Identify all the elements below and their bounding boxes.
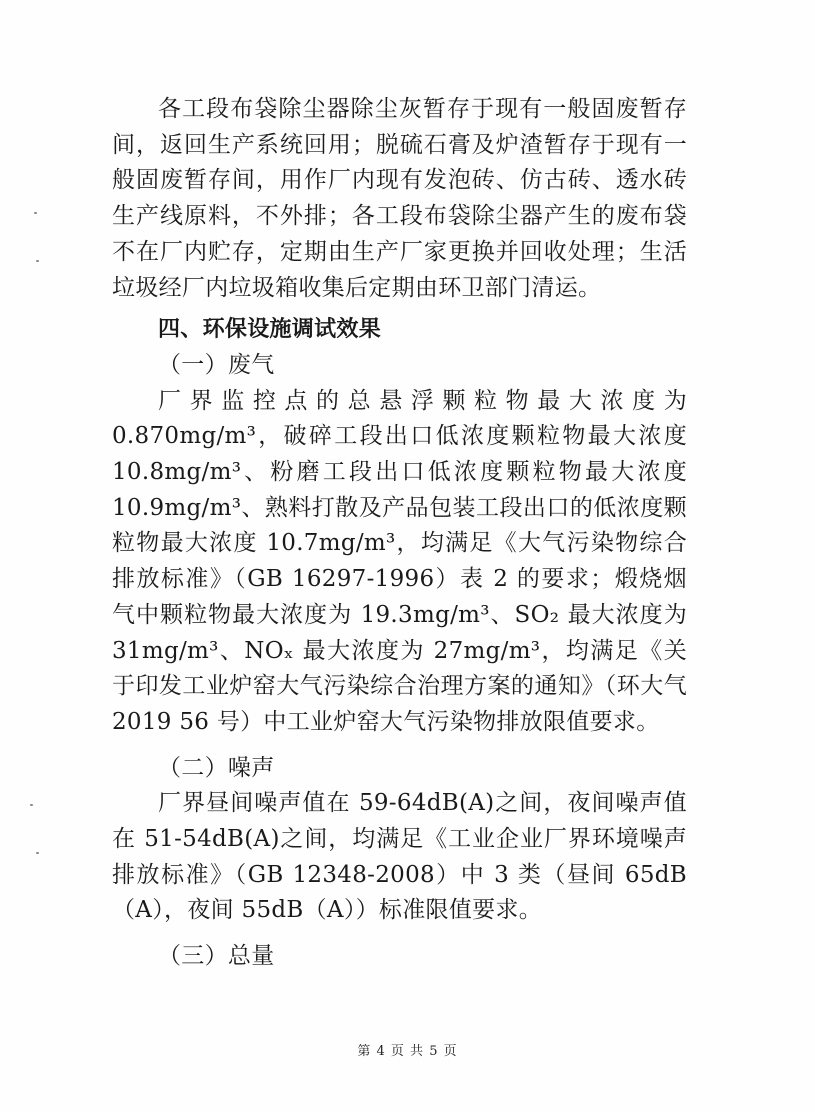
subheading-noise: （二）噪声 — [158, 754, 275, 781]
scan-speck — [36, 260, 39, 262]
scan-speck — [30, 804, 33, 806]
scan-speck — [36, 852, 39, 854]
scan-speck — [34, 212, 37, 214]
paragraph-noise: 厂界昼间噪声值在 59-64dB(A)之间，夜间噪声值在 51-54dB(A)之间，均满足《工业企业厂界环境噪声排放标准》（GB 12348-2008）中 3 类（昼间 65dB（A），夜间 55dB（A））标准限值要求。 — [112, 790, 687, 924]
document-body — [112, 92, 687, 975]
paragraph-waste-gas: 厂界监控点的总悬浮颗粒物最大浓度为 0.870mg/m³，破碎工段出口低浓度颗粒物最大浓度 10.8mg/m³、粉磨工段出口低浓度颗粒物最大浓度 10.9mg/m³、熟料打散及产品包装工段出口的低浓度颗粒物最大浓度 10.7mg/m³，均满足《大气污染物综合排放标准》（GB 16297-1996）表 2 的要求；煅烧烟气中颗粒物最大浓度为 19.3mg/m³、SO₂ 最大浓度为 31mg/m³、NOₓ 最大浓度为 27mg/m³，均满足《关于印发工业炉窑大气污染综合治理方案的通知》（环大气 2019 56 号）中工业炉窑大气污染物排放限值要求。 — [112, 387, 687, 735]
subheading-total-amount: （三）总量 — [158, 943, 275, 970]
paragraph-solid-waste: 各工段布袋除尘器除尘灰暂存于现有一般固废暂存间，返回生产系统回用；脱硫石膏及炉渣暂存于现有一般固废暂存间，用作厂内现有发泡砖、仿古砖、透水砖生产线原料，不外排；各工段布袋除尘器产生的废布袋不在厂内贮存，定期由生产厂家更换并回收处理；生活垃圾经厂内垃圾箱收集后定期由环卫部门清运。 — [112, 96, 687, 301]
subheading-waste-gas: （一）废气 — [158, 351, 275, 378]
section-heading-environmental-results: 四、环保设施调试效果 — [158, 317, 382, 343]
page-number-footer: 第 4 页 共 5 页 — [357, 1044, 458, 1059]
